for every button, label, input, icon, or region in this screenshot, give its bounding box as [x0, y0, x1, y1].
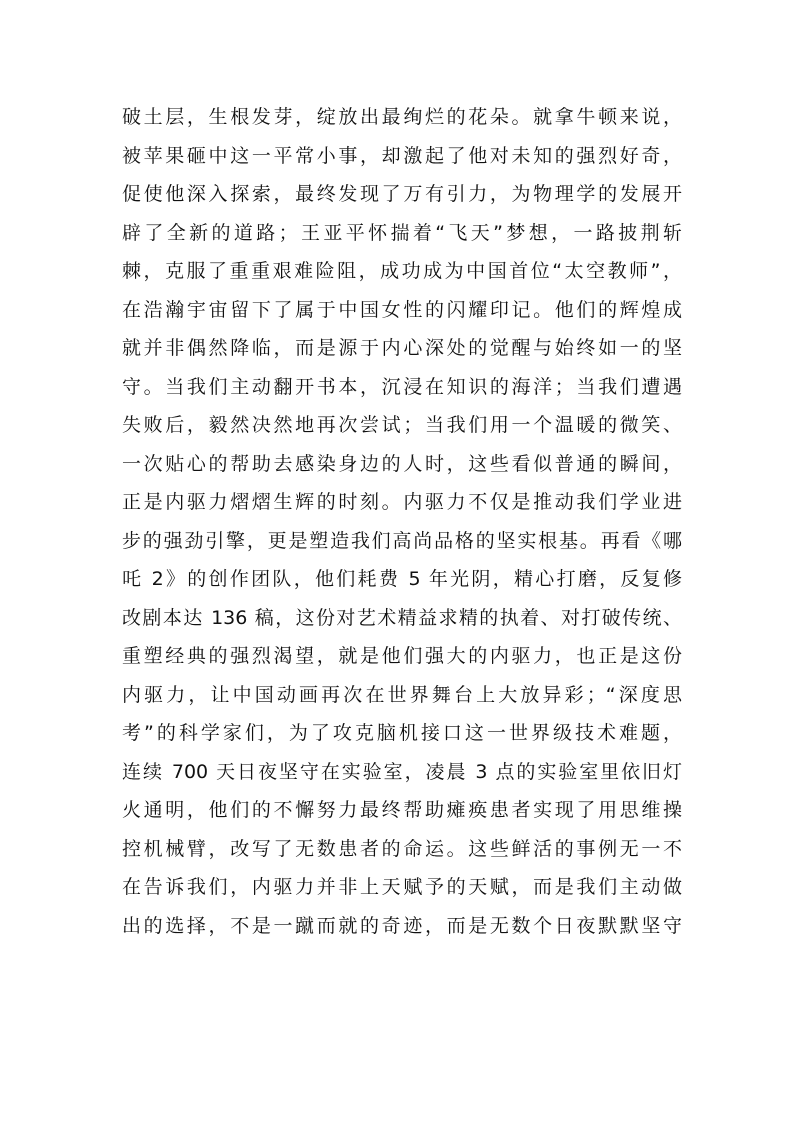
- text-line-22: 出的选择，不是一蹴而就的奇迹，而是无数个日夜默默坚守: [122, 914, 682, 937]
- text-line-6: 在浩瀚宇宙留下了属于中国女性的闪耀印记。他们的辉煌成: [122, 298, 682, 321]
- text-line-17: 考”的科学家们，为了攻克脑机接口这一世界级技术难题，: [122, 722, 682, 744]
- body-paragraph: [122, 98, 682, 945]
- text-line-14: 改剧本达 136 稿，这份对艺术精益求精的执着、对打破传统、: [122, 606, 682, 629]
- text-line-5: 棘，克服了重重艰难险阻，成功成为中国首位“太空教师”，: [122, 260, 682, 282]
- text-line-8: 守。当我们主动翻开书本，沉浸在知识的海洋；当我们遭遇: [122, 375, 682, 398]
- text-line-3: 促使他深入探索，最终发现了万有引力，为物理学的发展开: [122, 183, 682, 205]
- text-line-10: 一次贴心的帮助去感染身边的人时，这些看似普通的瞬间，: [122, 452, 682, 475]
- text-line-13: 吒 2》的创作团队，他们耗费 5 年光阴，精心打磨，反复修: [122, 568, 682, 590]
- text-line-2: 被苹果砸中这一平常小事，却激起了他对未知的强烈好奇，: [122, 144, 682, 167]
- text-line-15: 重塑经典的强烈渴望，就是他们强大的内驱力，也正是这份: [122, 645, 682, 667]
- text-line-11: 正是内驱力熠熠生辉的时刻。内驱力不仅是推动我们学业进: [122, 491, 682, 513]
- text-line-21: 在告诉我们，内驱力并非上天赋予的天赋，而是我们主动做: [122, 876, 682, 898]
- text-line-9: 失败后，毅然决然地再次尝试；当我们用一个温暖的微笑、: [122, 414, 682, 436]
- text-line-16: 内驱力，让中国动画再次在世界舞台上大放异彩；“深度思: [122, 683, 682, 706]
- text-line-7: 就并非偶然降临，而是源于内心深处的觉醒与始终如一的坚: [122, 337, 682, 359]
- text-line-20: 控机械臂，改写了无数患者的命运。这些鲜活的事例无一不: [122, 837, 682, 860]
- text-line-18: 连续 700 天日夜坚守在实验室，凌晨 3 点的实验室里依旧灯: [122, 760, 682, 783]
- text-line-12: 步的强劲引擎，更是塑造我们高尚品格的坚实根基。再看《哪: [122, 529, 682, 552]
- text-line-1: 破土层，生根发芽，绽放出最绚烂的花朵。就拿牛顿来说，: [122, 106, 682, 128]
- text-line-4: 辟了全新的道路；王亚平怀揣着“飞天”梦想，一路披荆斩: [122, 221, 682, 244]
- text-line-19: 火通明，他们的不懈努力最终帮助瘫痪患者实现了用思维操: [122, 799, 682, 821]
